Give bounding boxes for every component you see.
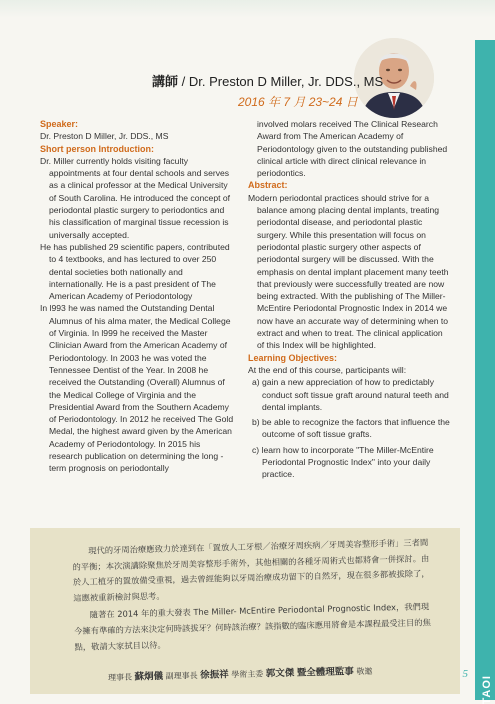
- intro-paragraph: He has published 29 scientific papers, contributed to 4 textbooks, and has lectured to over 250 dental societies both nationally and internationally. He is a past president of The American Academy of Periodontology: [40, 241, 230, 302]
- course-title: [152, 71, 383, 90]
- sig-name: 徐振祥: [200, 669, 229, 681]
- objective-item: b) be able to recognize the factors that influence the outcome of soft tissue grafts.: [252, 417, 450, 440]
- sig-name: 蘇炯儀: [134, 670, 164, 683]
- notice-text: [72, 535, 435, 657]
- course-date: 2016 年 7 月 23~24 日: [238, 95, 358, 109]
- speaker-role: 講師: [152, 74, 179, 89]
- side-band: [475, 40, 495, 704]
- speaker-name: Dr. Preston D Miller, Jr. DDS., MS: [40, 131, 169, 142]
- abstract-heading: Abstract:: [248, 180, 288, 191]
- notice-signature: [108, 663, 373, 683]
- notice-paragraph: 隨著在 2014 年的重大發表 The Miller- McEntire Periodontal Prognostic Index，我們現今擁有準確的方法來決定何時該拔牙？何時該治療？該指數的臨床應用將會是本課程最受注目的焦點，敬請大家拭目以待。: [74, 601, 431, 652]
- intro-paragraph: In l993 he was named the Outstanding Dental Alumnus of his alma mater, the Medical College of Virginia. In l999 he received the Master Clinician Award from the American Academy of Periodontology. In 2003 he was voted the Tennessee Dentist of the Year. In 2008 he received the Outstanding (Overall) Alumnus of the Medical College of Virginia and the Presidential Award from the Southern Academy of Periodontology. In 2012 he received The Gold Medal, the highest award given by the American Academy of Periodontology. In 2015 his research publication on determining the long -term prognosis on periodontally: [40, 303, 234, 474]
- page-number: 5: [462, 668, 468, 680]
- sidebar-label: TAOI: [481, 675, 493, 704]
- speaker-heading: Speaker:: [40, 119, 79, 129]
- intro-paragraph: Dr. Miller currently holds visiting faculty appointments at four dental schools and serves as a clinical professor at the Medical University of South Carolina. He introduced the concept of periodontal plastic surgery to periodontics and his classification of marginal tissue recession is universally accepted.: [40, 155, 231, 240]
- speaker-name-title: Dr. Preston D Miller, Jr. DDS., MS: [188, 74, 384, 89]
- sig-tail: 暨全體理監事: [296, 666, 354, 679]
- right-column: [248, 118, 452, 484]
- intro-continuation: involved molars received The Clinical Research Award from The American Academy of Periodontology given to the outstanding published clinical article with direct clinical relevance in periodontics.: [257, 119, 448, 179]
- chinese-notice-box: [30, 528, 460, 694]
- top-band: [0, 0, 495, 18]
- notice-paragraph: 現代的牙周治療應致力於達到在「置放人工牙根／治療牙周疾病／牙周美容整形手術」三者間的平衡；本次演講除聚焦於牙周美容整形手術外，其他相關的各種牙周術式也都將會一併探討。由於人工植牙的置放備受重視，過去曾經能夠以牙周治療成功留下的自然牙，現在很多都被拔除了，這應被重新檢討與思考。: [72, 537, 430, 603]
- left-column: [40, 118, 236, 475]
- objectives-heading: Learning Objectives:: [248, 352, 338, 363]
- sig-end: 敬邀: [356, 666, 373, 677]
- intro-heading: Short person Introduction:: [40, 143, 154, 154]
- objective-item: a) gain a new appreciation of how to predictably conduct soft tissue graft around natural teeth and dental implants.: [252, 377, 449, 412]
- sig-title: 副理事長: [165, 671, 198, 681]
- sig-title: 學術主委: [231, 669, 264, 680]
- abstract-text: Modern periodontal practices should strive for a balance among placing dental implants, treating periodontal disease, and periodontal plastic surgery. While this presentation will focus on periodontal plastic surgery other aspects of periodontal surgery will be discussed. With the emphasis on dental implant placement many teeth that previously were successfully treated are now being extracted. With the publishing of The Miller- McEntire Periodontal Prognostic Index in 2014 we now have an accurate way of determining when to extract and when to treat. The clinical application of this Index will be highlighted.: [248, 192, 449, 351]
- objective-item: c) learn how to incorporate "The Miller-McEntire Periodontal Prognostic Index" into your daily practice.: [252, 444, 434, 480]
- sig-name: 郭文傑: [265, 667, 295, 680]
- sig-title: 理事長: [107, 672, 133, 683]
- title-separator: /: [178, 74, 189, 89]
- objectives-intro: At the end of this course, participants will:: [248, 364, 407, 375]
